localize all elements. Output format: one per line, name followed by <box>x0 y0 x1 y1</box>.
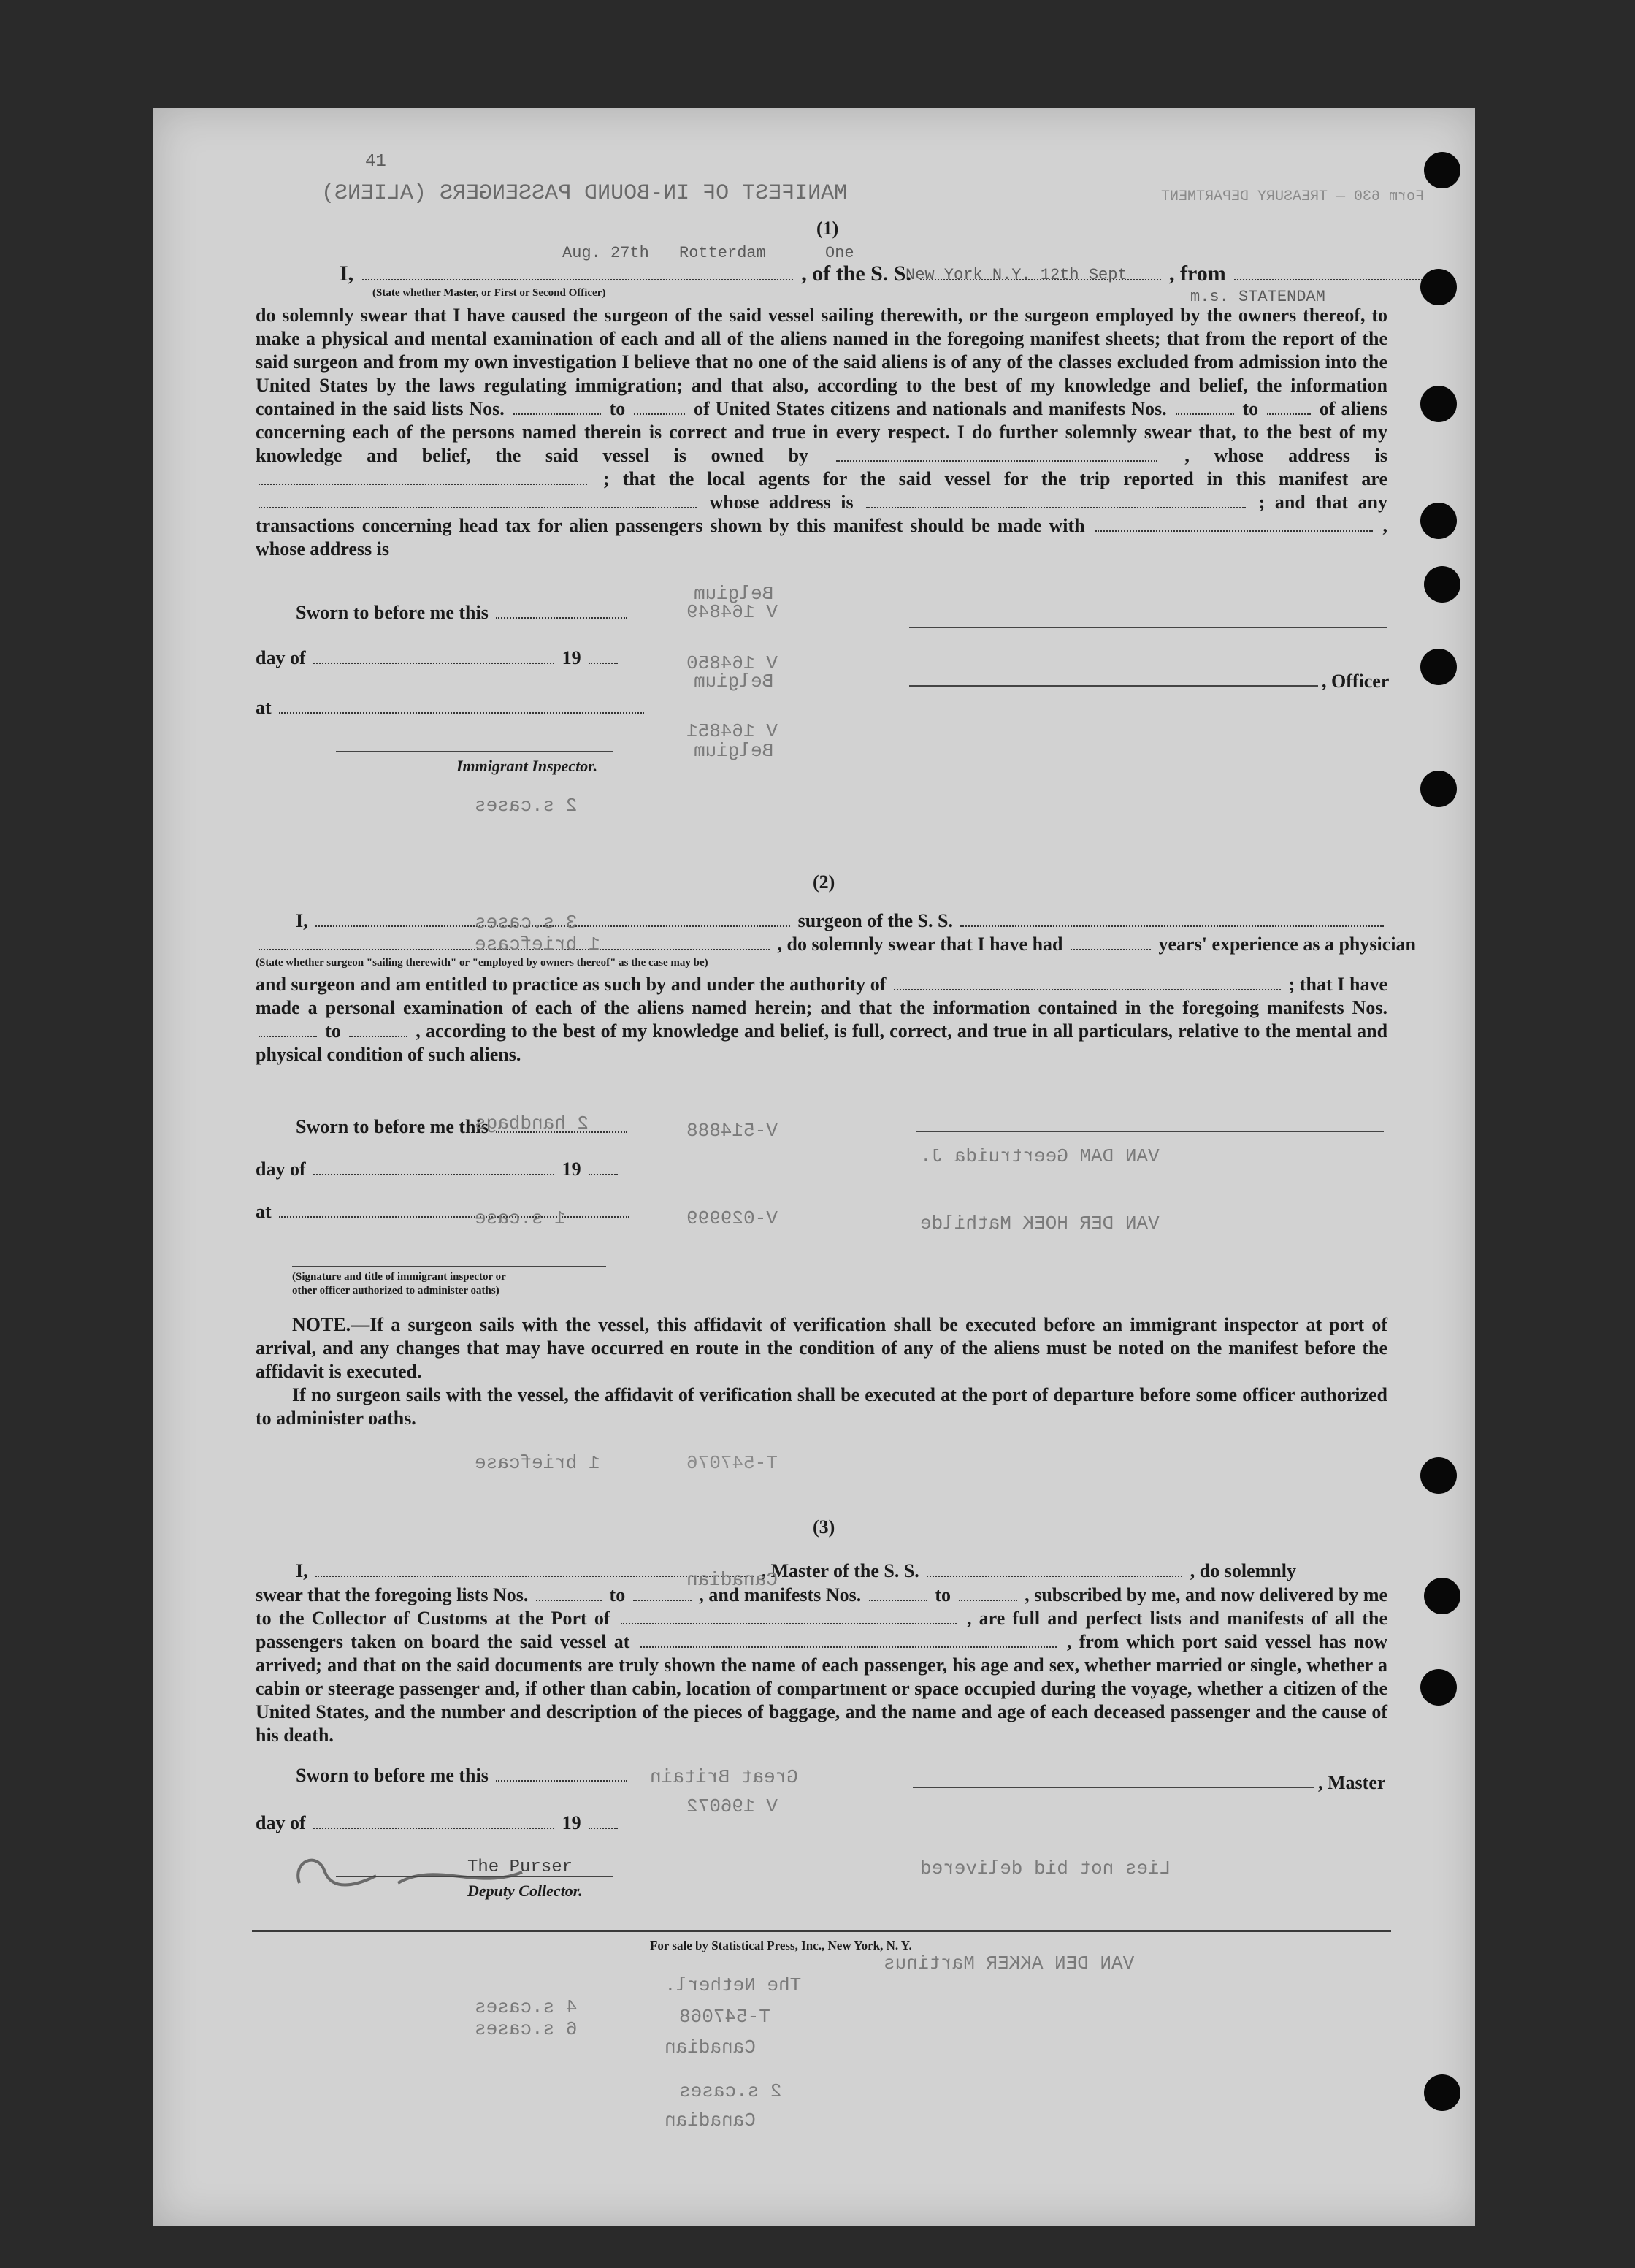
section-2-at: at <box>256 1202 632 1221</box>
bleed-text: V 196072 <box>686 1795 778 1817</box>
section-1-at: at <box>256 698 647 717</box>
footer-imprint: For sale by Statistical Press, Inc., New York, N. Y. <box>650 1939 912 1952</box>
faded-header-title: MANIFEST OF IN-BOUND PASSENGERS (ALIENS) <box>321 181 848 206</box>
bleed-text: 2 handbags <box>475 1112 589 1134</box>
inspector-signature-line-2[interactable] <box>292 1266 606 1267</box>
bleed-text: 1 s.case <box>475 1207 566 1229</box>
section-1-day-of: day of 19 <box>256 649 621 668</box>
bleed-text: 2 s.cases <box>679 2080 782 2102</box>
section-1-from: , from <box>1169 261 1226 286</box>
section-3-master: , Master <box>1318 1772 1386 1793</box>
binder-hole <box>1420 1669 1457 1706</box>
from-port-field[interactable] <box>1234 279 1446 280</box>
bleed-text: V-514888 <box>686 1120 778 1142</box>
faded-form-number: Form 630 — TREASURY DEPARTMENT <box>1161 188 1425 205</box>
section-3-sworn: Sworn to before me this <box>296 1766 630 1785</box>
day-field-2[interactable] <box>313 1174 554 1175</box>
lists-to-field[interactable] <box>634 413 685 415</box>
section-2-second-line: , do solemnly swear that I have had years' experience as a physician <box>256 935 1416 954</box>
authority-field[interactable] <box>894 989 1281 990</box>
binder-hole <box>1420 503 1457 539</box>
officer-signature-line[interactable] <box>909 627 1387 628</box>
manifest-page <box>153 108 1475 2226</box>
inspector-signature-line-1[interactable] <box>336 751 613 752</box>
manifests-to-field[interactable] <box>1267 413 1311 415</box>
bleed-text: V 164849 <box>686 601 778 623</box>
port-of-field[interactable] <box>621 1623 957 1624</box>
section-2-day-of: day of 19 <box>256 1160 621 1179</box>
typed-arrival: New York N.Y. 12th Sept <box>905 266 1127 284</box>
bleed-text: 1 briefcase <box>475 933 600 955</box>
bleed-text: VAN DEN AKKER Martinus <box>884 1952 1135 1974</box>
section-1-body: do solemnly swear that I have caused the surgeon of the said vessel sailing therewith, or the surgeon employed by the owners thereof, to make a physical and mental examination of each and all of the aliens named in the foregoing manifest sheets; that from the report of the said surgeon and from my own investigation I believe that no one of the said aliens is of any of the classes excluded from admission into the United States by the laws regulating immigration; and that also, according to the best of my knowledge and belief, the information contained in the said lists Nos. to of United States citizens and nationals and manifests Nos. to of aliens concerning each of the persons named therein is correct and true in every respect. I do further solemnly swear that, to the best of my knowledge and belief, the said vessel is owned by , whose address is ; that the local agents for the said vessel for the trip reported in this manifest are whose address is ; and that any transactions concerning head tax for alien passengers shown by this manifest should be made with , whose address is <box>256 305 1388 560</box>
binder-hole <box>1424 566 1460 603</box>
manifest-number: 41 <box>365 152 386 172</box>
surgeon-manifest-to-field[interactable] <box>349 1036 407 1037</box>
bleed-text: 2 s.cases <box>475 795 578 817</box>
footer-rule <box>252 1930 1391 1932</box>
section-3-deputy: Deputy Collector. <box>467 1882 583 1900</box>
typed-ship: m.s. STATENDAM <box>1190 288 1325 306</box>
deputy-signature-line[interactable] <box>336 1876 613 1877</box>
agents-address-field[interactable] <box>866 507 1246 508</box>
bleed-text: Belgium <box>694 583 774 605</box>
binder-hole <box>1424 2074 1460 2111</box>
section-3-number: (3) <box>813 1516 835 1538</box>
section-1-i: I, <box>340 261 354 286</box>
typed-class: One <box>825 244 854 262</box>
bleed-text: Great Britain <box>650 1766 798 1788</box>
year-field-1[interactable] <box>589 663 618 664</box>
binder-hole <box>1420 386 1457 422</box>
typed-date: Aug. 27th <box>562 244 649 262</box>
years-field[interactable] <box>1071 949 1151 950</box>
bleed-text: T-547076 <box>686 1452 778 1474</box>
s3-manifests-to-field[interactable] <box>959 1600 1017 1601</box>
section-2-sworn: Sworn to before me this <box>296 1118 630 1137</box>
bleed-text: Canadian <box>665 2036 756 2058</box>
agents-field[interactable] <box>259 507 697 508</box>
binder-hole <box>1420 771 1457 807</box>
owner-address-field[interactable] <box>259 484 587 485</box>
binder-hole <box>1424 1578 1460 1614</box>
binder-hole <box>1420 649 1457 685</box>
bleed-text: Canadian <box>665 2109 756 2131</box>
bleed-text: VAN DAM Geertruida J. <box>920 1145 1160 1167</box>
bleed-text: V 164850 <box>686 652 778 674</box>
surgeon-note: (State whether surgeon "sailing therewith" or "employed by owners thereof" as the case may be) <box>256 957 708 969</box>
officer-note: (State whether Master, or First or Second Officer) <box>372 287 606 299</box>
bleed-text: Canadian <box>686 1569 778 1591</box>
section-1-officer: , Officer <box>1322 671 1390 692</box>
year-field-3[interactable] <box>589 1828 618 1829</box>
s3-manifests-from-field[interactable] <box>869 1600 927 1601</box>
at-field-1[interactable] <box>279 712 644 714</box>
sig-note-2: other officer authorized to administer oaths) <box>292 1285 499 1297</box>
section-2-first-line: I, surgeon of the S. S. <box>296 912 1387 931</box>
section-1-sworn: Sworn to before me this <box>296 603 630 622</box>
bleed-text: V 164851 <box>686 720 778 742</box>
s3-lists-from-field[interactable] <box>536 1600 602 1601</box>
surgeon-signature-line[interactable] <box>916 1131 1384 1132</box>
bleed-text: 6 s.cases <box>475 2018 578 2040</box>
bleed-text: T-547068 <box>679 2006 770 2028</box>
head-tax-field[interactable] <box>1095 530 1373 532</box>
section-1-of-ss: , of the S. S. <box>801 261 912 286</box>
manifests-from-field[interactable] <box>1176 413 1234 415</box>
bleed-text: VAN DER HOEK Mathilde <box>920 1213 1160 1234</box>
section-2-body: and surgeon and am entitled to practice as such by and under the authority of ; that I have made a personal examination of each of the aliens named herein; and that the information contained in the foregoing manifests Nos. to , according to the best of my knowledge and belief, is full, correct, and true in all particulars, relative to the mental and physical condition of such aliens. <box>256 974 1388 1065</box>
s3-lists-to-field[interactable] <box>633 1600 692 1601</box>
typed-port-from: Rotterdam <box>679 244 766 262</box>
section-2-number: (2) <box>813 871 835 893</box>
section-1-number: (1) <box>816 218 839 239</box>
section-3-first-line: I, , Master of the S. S. , do solemnly <box>296 1560 1296 1581</box>
lists-from-field[interactable] <box>513 413 601 415</box>
binder-hole <box>1420 1457 1457 1494</box>
ship-name-field[interactable] <box>920 279 1161 280</box>
binder-hole <box>1420 269 1457 305</box>
bleed-text: Belgium <box>694 671 774 692</box>
sworn-date-field-1[interactable] <box>496 617 627 619</box>
sworn-date-field-3[interactable] <box>496 1780 627 1782</box>
bleed-text: Lies not bid delivered <box>920 1857 1171 1879</box>
day-field-1[interactable] <box>313 663 554 664</box>
note-label: NOTE. <box>292 1314 351 1335</box>
year-field-2[interactable] <box>589 1174 618 1175</box>
owner-field[interactable] <box>836 460 1157 462</box>
at-field-2[interactable] <box>279 1216 629 1218</box>
officer-name-field[interactable] <box>362 279 793 280</box>
section-1-inspector: Immigrant Inspector. <box>456 757 598 775</box>
surgeon-manifest-from-field[interactable] <box>259 1036 317 1037</box>
bleed-text: 3 s.cases <box>475 912 578 933</box>
taken-at-field[interactable] <box>640 1646 1057 1648</box>
sig-note-1: (Signature and title of immigrant inspector or <box>292 1271 506 1283</box>
note-paragraph-2: If no surgeon sails with the vessel, the affidavit of verification shall be executed at the port of departure before some officer authorized to administer oaths. <box>256 1384 1387 1429</box>
bleed-text: 1 briefcase <box>475 1452 600 1474</box>
surgeon-ship-field[interactable] <box>960 925 1384 927</box>
officer-line[interactable] <box>909 685 1318 687</box>
day-field-3[interactable] <box>313 1828 554 1829</box>
master-ship-field[interactable] <box>927 1576 1182 1577</box>
bleed-text: The Netherl. <box>665 1974 802 1996</box>
purser-stamp: The Purser <box>467 1857 573 1877</box>
master-signature-line[interactable] <box>913 1787 1314 1788</box>
section-1-first-line <box>340 263 1449 285</box>
binder-hole <box>1424 152 1460 188</box>
note-paragraph-1: NOTE.—If a surgeon sails with the vessel, this affidavit of verification shall be executed before an immigrant inspector at port of arrival, and any changes that may have occurred en route in the condition of any of the aliens must be noted on the manifest before the affidavit is executed. <box>256 1314 1387 1382</box>
bleed-text: 4 s.cases <box>475 1996 578 2018</box>
bleed-text: Belgium <box>694 740 774 762</box>
section-3-day-of: day of 19 <box>256 1814 621 1833</box>
bleed-text: V-029999 <box>686 1207 778 1229</box>
section-3-body: swear that the foregoing lists Nos. to , and manifests Nos. to , subscribed by me, and now delivered by me to the Collector of Customs at the Port of , are full and perfect lists and manifests of all the passengers taken on board the said vessel at , from which port said vessel has now arrived; and that on the said documents are truly shown the name of each passenger, his age and sex, whether married or single, whether a cabin or steerage passenger and, if other than cabin, location of compartment or space occupied during the voyage, whether a citizen of the United States, and the number and description of the pieces of baggage, and the name and age of each deceased passenger and the cause of his death. <box>256 1584 1388 1746</box>
